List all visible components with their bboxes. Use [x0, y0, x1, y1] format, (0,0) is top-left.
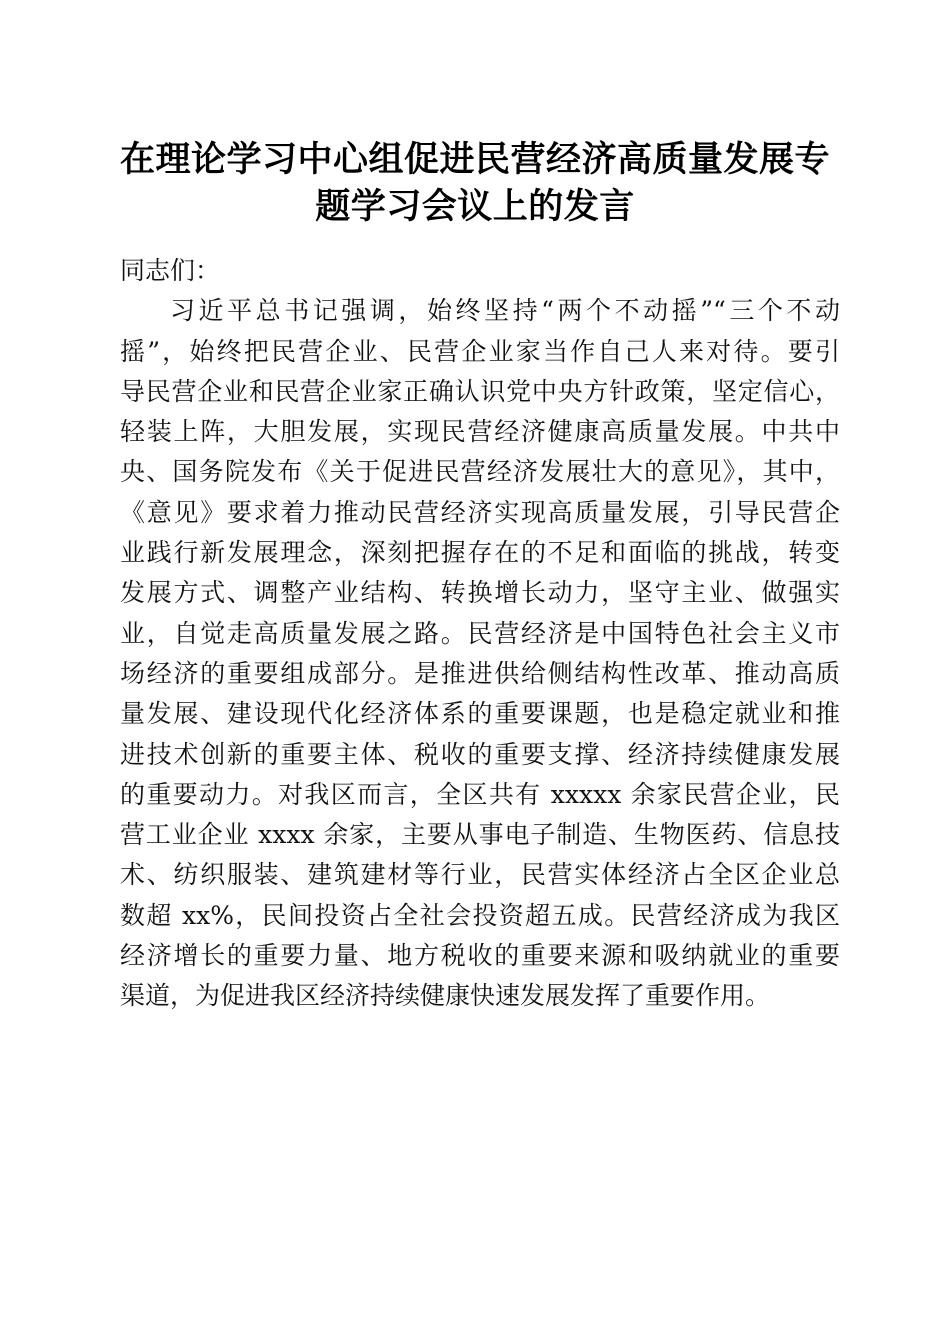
paragraph-line: 轻装上阵，大胆发展，实现民营经济健康高质量发展。中共中: [120, 417, 840, 447]
paragraph-line: 进技术创新的重要主体、税收的重要支撑、经济持续健康发展: [120, 739, 840, 769]
paragraph-line: 导民营企业和民营企业家正确认识党中央方针政策，坚定信心，: [120, 376, 840, 406]
paragraph-line: 场经济的重要组成部分。是推进供给侧结构性改革、推动高质: [120, 658, 840, 688]
paragraph: [120, 291, 840, 1016]
paragraph-line: 数超 xx%，民间投资占全社会投资超五成。民营经济成为我区: [120, 900, 840, 930]
paragraph-line: 摇”，始终把民营企业、民营企业家当作自己人来对待。要引: [120, 336, 840, 366]
paragraph-line: 经济增长的重要力量、地方税收的重要来源和吸纳就业的重要: [120, 941, 840, 971]
document-body: [120, 251, 840, 1017]
title-line: 在理论学习中心组促进民营经济高质量发展专: [119, 139, 830, 180]
paragraph-line: 术、纺织服装、建筑建材等行业，民营实体经济占全区企业总: [120, 860, 840, 890]
paragraph-line: 渠道，为促进我区经济持续健康快速发展发挥了重要作用。: [120, 981, 771, 1011]
paragraph-line: 的重要动力。对我区而言，全区共有 xxxxx 余家民营企业，民: [120, 779, 840, 809]
paragraph-line: 习近平总书记强调，始终坚持“两个不动摇”“三个不动: [170, 296, 840, 326]
paragraph-line: 业践行新发展理念，深刻把握存在的不足和面临的挑战，转变: [120, 538, 840, 568]
document-title: [100, 136, 850, 230]
paragraph-line: 发展方式、调整产业结构、转换增长动力，坚守主业、做强实: [120, 578, 840, 608]
paragraph-line: 量发展、建设现代化经济体系的重要课题，也是稳定就业和推: [120, 699, 840, 729]
paragraph-line: 央、国务院发布《关于促进民营经济发展壮大的意见》，其中，: [120, 457, 840, 487]
paragraph-line: 《意见》要求着力推动民营经济实现高质量发展，引导民营企: [120, 497, 840, 527]
paragraph-line: 营工业企业 xxxx 余家，主要从事电子制造、生物医药、信息技: [120, 820, 840, 850]
title-line: 题学习会议上的发言: [315, 186, 635, 227]
paragraph-line: 业，自觉走高质量发展之路。民营经济是中国特色社会主义市: [120, 618, 840, 648]
salutation: 同志们：: [120, 256, 221, 285]
